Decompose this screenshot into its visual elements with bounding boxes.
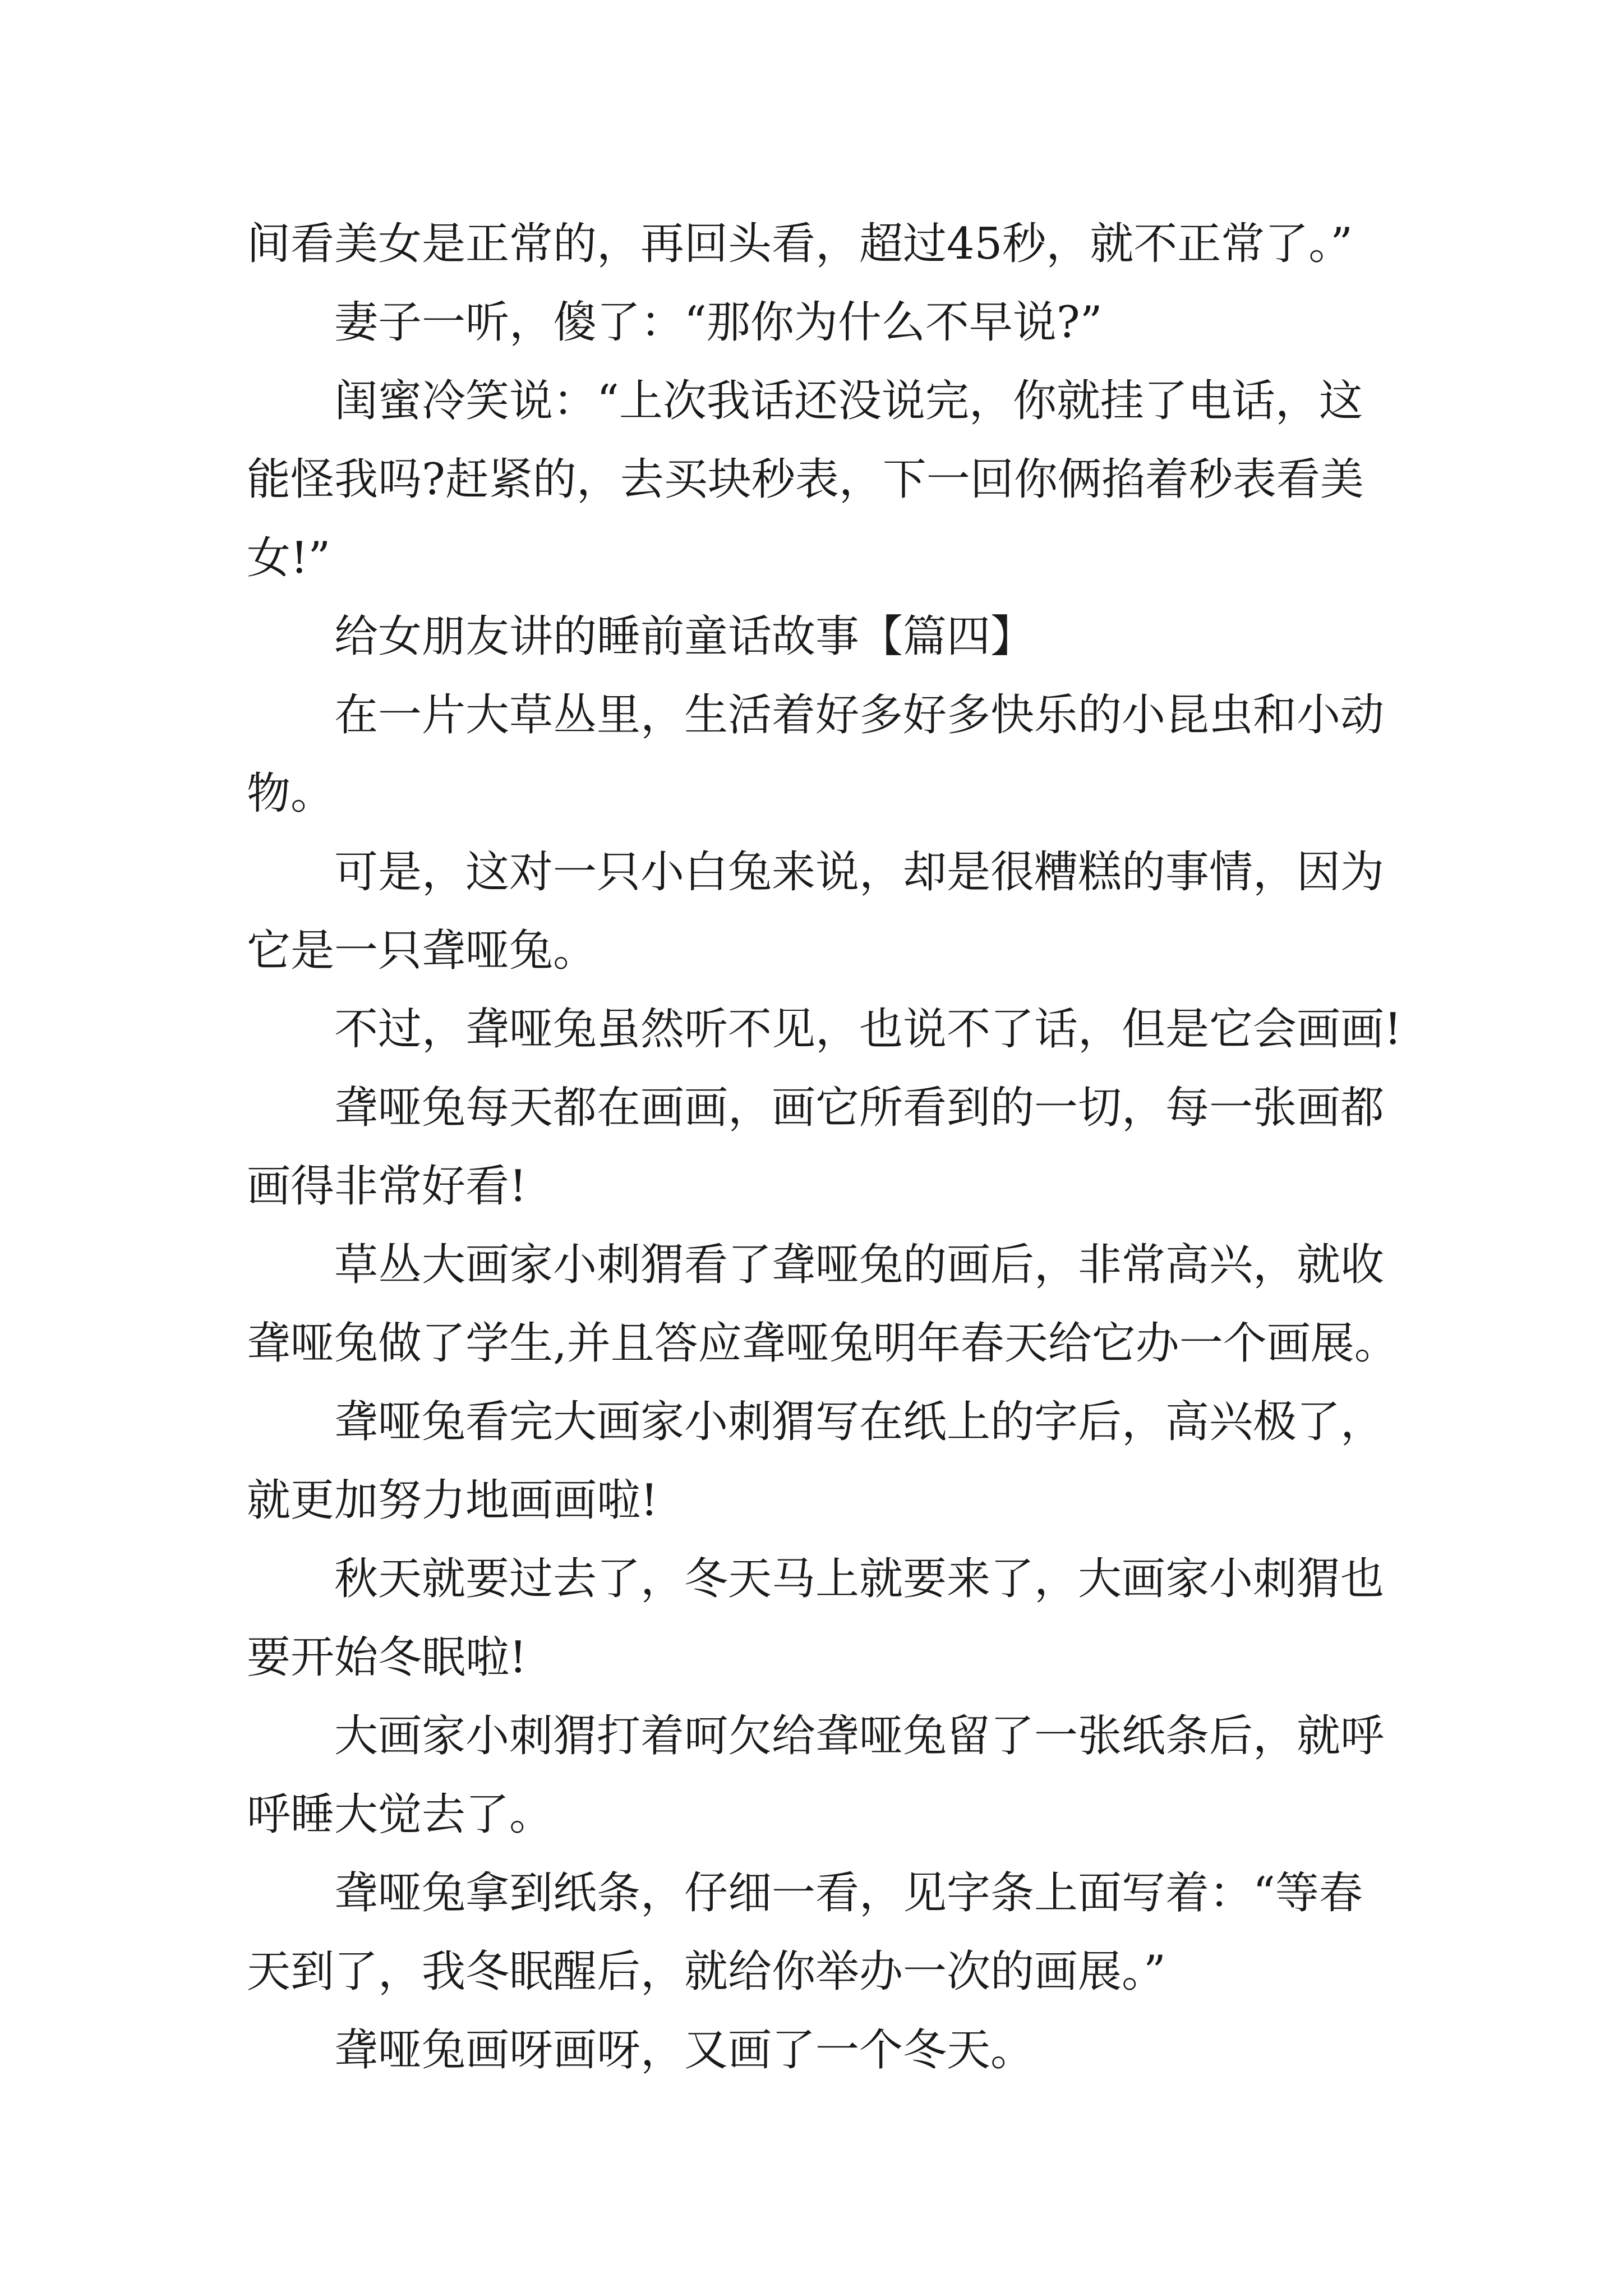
section-heading: 给女朋友讲的睡前童话故事【篇四】 [334, 611, 1035, 662]
text-line: 它是一只聋哑兔。 [247, 926, 597, 976]
text-line: 要开始冬眠啦! [247, 1632, 527, 1683]
text-line: 间看美女是正常的，再回头看，超过45秒，就不正常了。” [247, 219, 1353, 269]
text-line: 就更加努力地画画啦! [247, 1475, 658, 1526]
text-line: 能怪我吗?赶紧的，去买块秒表，下一回你俩掐着秒表看美 [247, 454, 1364, 505]
text-line: 不过，聋哑兔虽然听不见，也说不了话，但是它会画画! [334, 1004, 1402, 1055]
text-line: 草丛大画家小刺猬看了聋哑兔的画后，非常高兴，就收 [334, 1240, 1385, 1290]
text-line: 聋哑兔做了学生,并且答应聋哑兔明年春天给它办一个画展。 [247, 1318, 1398, 1369]
text-line: 呼睡大觉去了。 [247, 1789, 554, 1840]
text-line: 大画家小刺猬打着呵欠给聋哑兔留了一张纸条后，就呼 [334, 1711, 1385, 1761]
text-line: 聋哑兔画呀画呀，又画了一个冬天。 [334, 2025, 1035, 2076]
text-line: 画得非常好看! [247, 1161, 527, 1212]
text-line: 妻子一听，傻了：“那你为什么不早说?” [334, 297, 1103, 348]
text-line: 可是，这对一只小白兔来说，却是很糟糕的事情，因为 [334, 847, 1385, 898]
text-line: 秋天就要过去了，冬天马上就要来了，大画家小刺猬也 [334, 1554, 1385, 1604]
text-line: 天到了，我冬眠醒后，就给你举办一次的画展。” [247, 1947, 1166, 1997]
text-line: 物。 [247, 769, 335, 819]
text-line: 女!” [247, 533, 331, 583]
text-line: 聋哑兔拿到纸条，仔细一看，见字条上面写着：“等春 [334, 1868, 1363, 1918]
text-line: 聋哑兔每天都在画画，画它所看到的一切，每一张画都 [334, 1083, 1385, 1133]
text-line: 闺蜜冷笑说：“上次我话还没说完，你就挂了电话，这 [334, 376, 1363, 426]
text-line: 聋哑兔看完大画家小刺猬写在纸上的字后，高兴极了， [334, 1397, 1385, 1447]
text-line: 在一片大草丛里，生活着好多好多快乐的小昆虫和小动 [334, 690, 1385, 740]
